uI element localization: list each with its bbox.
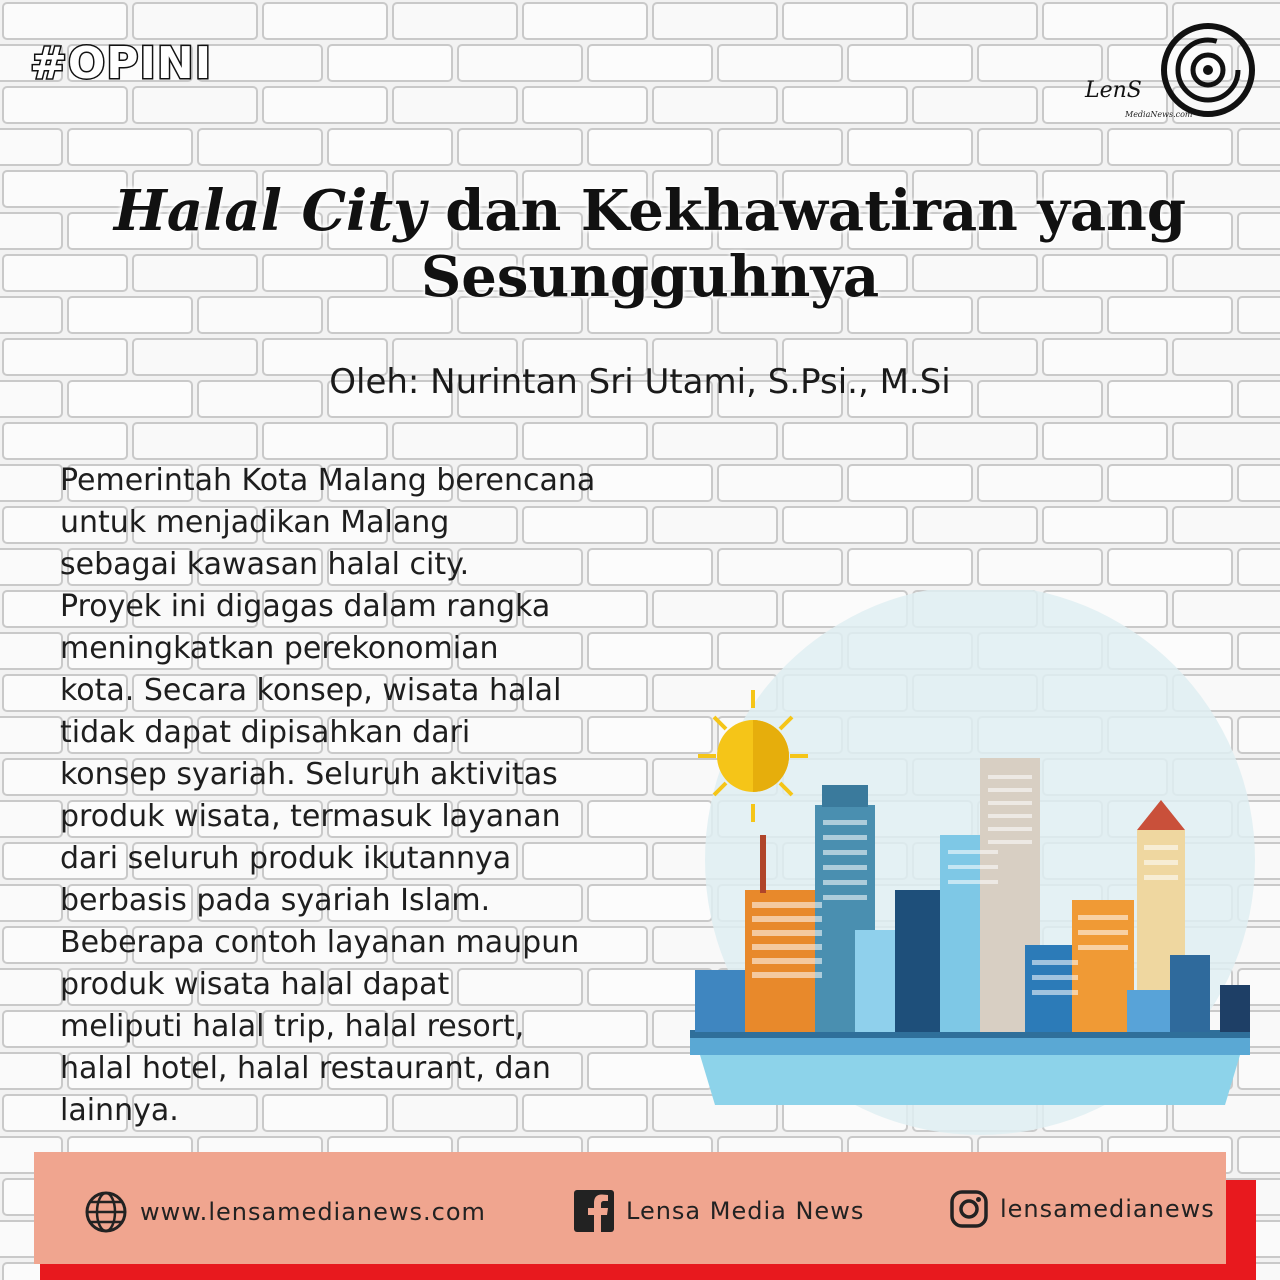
facebook-label: Lensa Media News: [626, 1197, 865, 1225]
body-line: dari seluruh produk ikutannya: [60, 841, 512, 876]
author-byline: Oleh: Nurintan Sri Utami, S.Psi., M.Si: [329, 362, 951, 402]
logo-wordmark: LenS: [1085, 78, 1142, 103]
body-line: untuk menjadikan Malang: [60, 505, 450, 540]
website-label: www.lensamedianews.com: [140, 1198, 486, 1226]
website-link[interactable]: [84, 1190, 486, 1234]
instagram-label: lensamedianews: [1000, 1195, 1215, 1223]
body-line: sebagai kawasan halal city.: [60, 547, 470, 582]
body-line: konsep syariah. Seluruh aktivitas: [60, 757, 558, 792]
facebook-icon: [574, 1190, 614, 1232]
city-skyline-illustration: [640, 590, 1280, 1160]
body-line: berbasis pada syariah Islam.: [60, 883, 491, 918]
globe-icon: [84, 1190, 128, 1234]
body-line: halal hotel, halal restaurant, dan: [60, 1051, 551, 1086]
opini-tag: #OPINI: [30, 38, 213, 89]
body-line: meliputi halal trip, halal resort,: [60, 1009, 525, 1044]
body-line: produk wisata halal dapat: [60, 967, 450, 1002]
instagram-icon: [950, 1190, 988, 1228]
title-rest: dan Kekhawatiran yang: [445, 178, 1187, 244]
body-line: produk wisata, termasuk layanan: [60, 799, 561, 834]
body-line: Pemerintah Kota Malang berencana: [60, 463, 596, 498]
body-line: lainnya.: [60, 1093, 179, 1128]
title-line2: Sesungguhnya: [420, 244, 880, 310]
logo-subtext: MediaNews.com: [1125, 110, 1193, 119]
body-line: tidak dapat dipisahkan dari: [60, 715, 471, 750]
body-line: meningkatkan perekonomian: [60, 631, 499, 666]
article-body: [60, 460, 670, 1132]
article-title: [80, 178, 1220, 310]
facebook-link[interactable]: [574, 1190, 864, 1232]
instagram-link[interactable]: [950, 1190, 1215, 1228]
body-line: kota. Secara konsep, wisata halal: [60, 673, 562, 708]
body-line: Proyek ini digagas dalam rangka: [60, 589, 551, 624]
body-line: Beberapa contoh layanan maupun: [60, 925, 580, 960]
title-italic: Halal City: [113, 178, 426, 244]
